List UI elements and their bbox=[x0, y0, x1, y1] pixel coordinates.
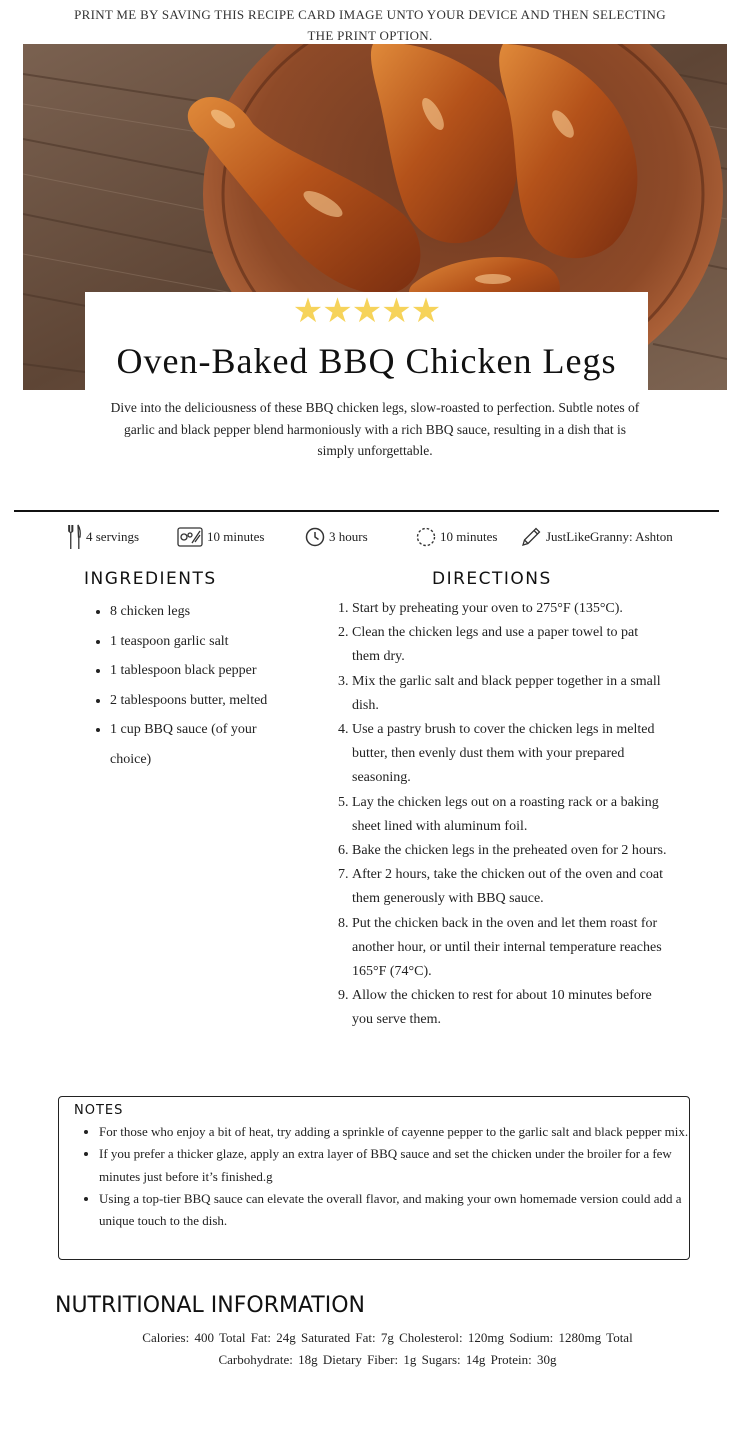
recipe-meta bbox=[0, 522, 750, 552]
list-item: 6. Bake the chicken legs in the preheated oven for 2 hours. bbox=[352, 839, 667, 863]
list-item: • If you prefer a thicker glaze, apply an extra layer of BBQ sauce and set the chicken under the broiler for a few minutes just before it’s finished.g bbox=[99, 1143, 699, 1188]
list-item: 3. Mix the garlic salt and black pepper together in a small dish. bbox=[352, 670, 667, 718]
clock-icon bbox=[305, 527, 325, 547]
fork-knife-icon bbox=[68, 524, 82, 550]
notes-box bbox=[58, 1096, 690, 1260]
cook-time: 3 hours bbox=[305, 522, 368, 552]
ingredients-heading: INGREDIENTS bbox=[84, 569, 217, 589]
list-item: • Using a top-tier BBQ sauce can elevate the overall flavor, and making your own homemade version could add a unique touch to the dish. bbox=[99, 1188, 699, 1233]
cutting-board-icon bbox=[177, 526, 203, 548]
rest-time: 10 minutes bbox=[416, 522, 497, 552]
pencil-icon bbox=[520, 526, 542, 548]
notes-list bbox=[77, 1121, 699, 1232]
list-item: 2. Clean the chicken legs and use a paper towel to pat them dry. bbox=[352, 621, 667, 669]
section-divider bbox=[14, 510, 719, 512]
nutrition-heading: NUTRITIONAL INFORMATION bbox=[55, 1293, 365, 1318]
print-instruction: PRINT ME BY SAVING THIS RECIPE CARD IMAGE UNTO YOUR DEVICE AND THEN SELECTING THE PRINT OPTION. bbox=[74, 7, 666, 43]
list-item: 8. Put the chicken back in the oven and let them roast for another hour, or until their internal temperature reaches 165°F (74°C). bbox=[352, 912, 667, 985]
directions-heading: DIRECTIONS bbox=[432, 569, 552, 589]
prep-time: 10 minutes bbox=[177, 522, 264, 552]
star-rating: ★★★★★ bbox=[292, 291, 441, 331]
list-item: 9. Allow the chicken to rest for about 10 minutes before you serve them. bbox=[352, 984, 667, 1032]
list-item: • For those who enjoy a bit of heat, try adding a sprinkle of cayenne pepper to the garlic salt and black pepper mix. bbox=[99, 1121, 699, 1143]
recipe-description: Dive into the deliciousness of these BBQ chicken legs, slow-roasted to perfection. Subtle notes of garlic and black pepper blend harmoniously with a rich BBQ sauce, resulting in a dish that is simply unforgettable. bbox=[110, 400, 640, 458]
list-item: 7. After 2 hours, take the chicken out of the oven and coat them generously with BBQ sauce. bbox=[352, 863, 667, 911]
list-item: • 1 teaspoon garlic salt bbox=[110, 627, 280, 657]
recipe-title: Oven-Baked BBQ Chicken Legs bbox=[116, 341, 617, 381]
list-item: • 1 tablespoon black pepper bbox=[110, 656, 280, 686]
list-item: 5. Lay the chicken legs out on a roasting rack or a baking sheet lined with aluminum foil. bbox=[352, 791, 667, 839]
title-card bbox=[85, 292, 648, 390]
list-item: • 1 cup BBQ sauce (of your choice) bbox=[110, 715, 280, 774]
servings: 4 servings bbox=[68, 522, 139, 552]
list-item: • 8 chicken legs bbox=[110, 597, 280, 627]
nutrition-facts: Calories: 400 Total Fat: 24g Saturated Fat: 7g Cholesterol: 120mg Sodium: 1280mg Total Carbohydrate: 18g Dietary Fiber: 1g Sugars: 14g Protein: 30g bbox=[142, 1330, 633, 1367]
author: JustLikeGranny: Ashton bbox=[520, 522, 673, 552]
list-item: • 2 tablespoons butter, melted bbox=[110, 686, 280, 716]
list-item: 4. Use a pastry brush to cover the chicken legs in melted butter, then evenly dust them with your prepared seasoning. bbox=[352, 718, 667, 791]
directions-list bbox=[340, 597, 667, 1033]
list-item: 1. Start by preheating your oven to 275°F (135°C). bbox=[352, 597, 667, 621]
timer-dashed-icon bbox=[416, 527, 436, 547]
notes-heading: NOTES bbox=[74, 1103, 124, 1118]
ingredients-list bbox=[88, 597, 280, 774]
